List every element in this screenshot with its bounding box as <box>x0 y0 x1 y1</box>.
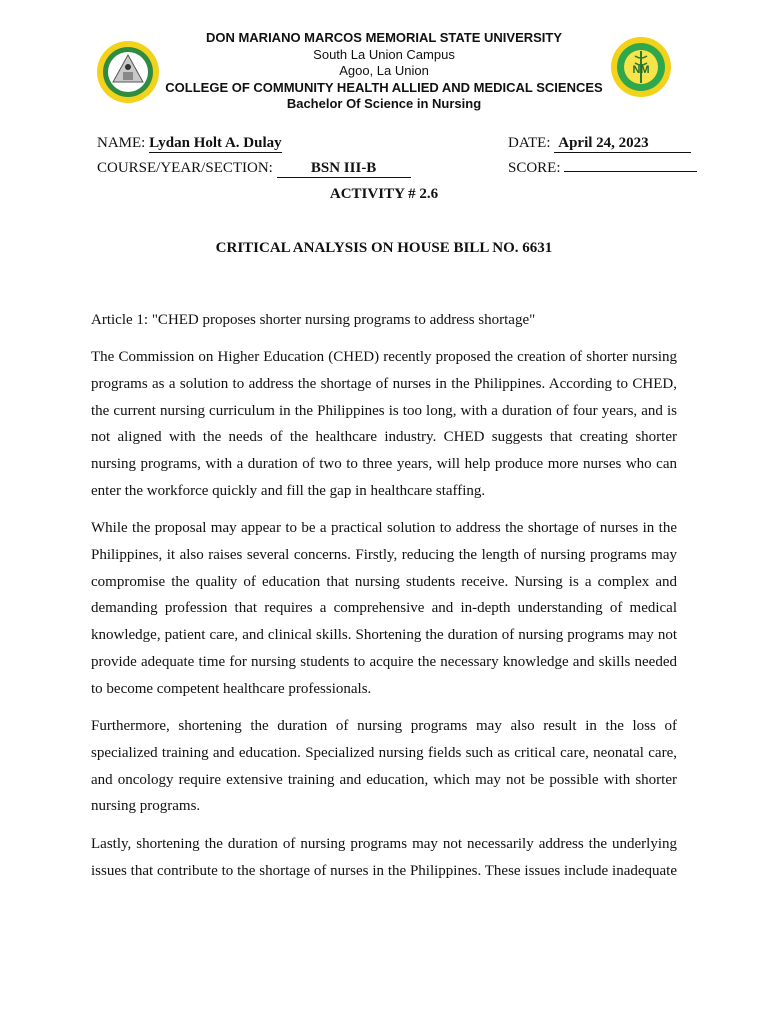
campus-location: Agoo, La Union <box>339 63 429 78</box>
paragraph: While the proposal may appear to be a practical solution to address the shortage of nurses in the Philippines, it also raises several concerns. Firstly, reducing the length of nursing programs may compromise the quality of education that nursing students receive. Nursing is a complex and demanding profession that requires a comprehensive and in-depth understanding of medical knowledge, patient care, and clinical skills. Shortening the duration of nursing programs may not provide adequate time for nursing students to acquire the necessary knowledge and skills needed to become competent healthcare professionals. <box>91 520 677 697</box>
score-label: SCORE: <box>508 160 561 176</box>
paragraph: The Commission on Higher Education (CHED) recently proposed the creation of shorter nursing programs as a solution to address the shortage of nurses in the Philippines. According to CHED, the current nursing curriculum in the Philippines is too long, with a duration of four years, and is not aligned with the needs of the healthcare industry. CHED suggests that creating shorter nursing programs, with a duration of two to three years, will help produce more nurses who can enter the workforce quickly and fill the gap in healthcare staffing. <box>91 349 677 499</box>
course-value: BSN III-B <box>277 160 411 178</box>
course-label: COURSE/YEAR/SECTION: <box>97 160 273 176</box>
paragraph: Lastly, shortening the duration of nursing programs may not necessarily address the underlying issues that contribute to the shortage of nurses in the Philippines. These issues include inadequate <box>91 836 677 879</box>
score-value <box>564 171 697 172</box>
document-title: CRITICAL ANALYSIS ON HOUSE BILL NO. 6631 <box>215 240 553 256</box>
letterhead <box>0 30 768 113</box>
program-name: Bachelor Of Science in Nursing <box>286 96 482 111</box>
activity-number: ACTIVITY # 2.6 <box>329 186 439 202</box>
article-title: Article 1: "CHED proposes shorter nursing programs to address shortage" <box>91 312 536 328</box>
score-field <box>508 158 697 178</box>
name-label: NAME: <box>97 135 146 151</box>
date-label: DATE: <box>508 135 551 151</box>
seal-letters: NM <box>632 64 650 76</box>
date-field <box>508 133 691 153</box>
name-field <box>97 133 282 153</box>
date-value: April 24, 2023 <box>554 135 691 153</box>
name-value: Lydan Holt A. Dulay <box>149 135 282 151</box>
paragraph: Furthermore, shortening the duration of nursing programs may also result in the loss of specialized training and education. Specialized nursing fields such as critical care, neonatal care, and oncology require extensive training and education, which may not be possible with shorter nursing programs. <box>91 718 677 815</box>
campus-name: South La Union Campus <box>313 46 455 62</box>
college-name: COLLEGE OF COMMUNITY HEALTH ALLIED AND MEDICAL SCIENCES <box>165 79 603 95</box>
university-name: DON MARIANO MARCOS MEMORIAL STATE UNIVERSITY <box>205 30 563 45</box>
course-field <box>97 158 411 178</box>
